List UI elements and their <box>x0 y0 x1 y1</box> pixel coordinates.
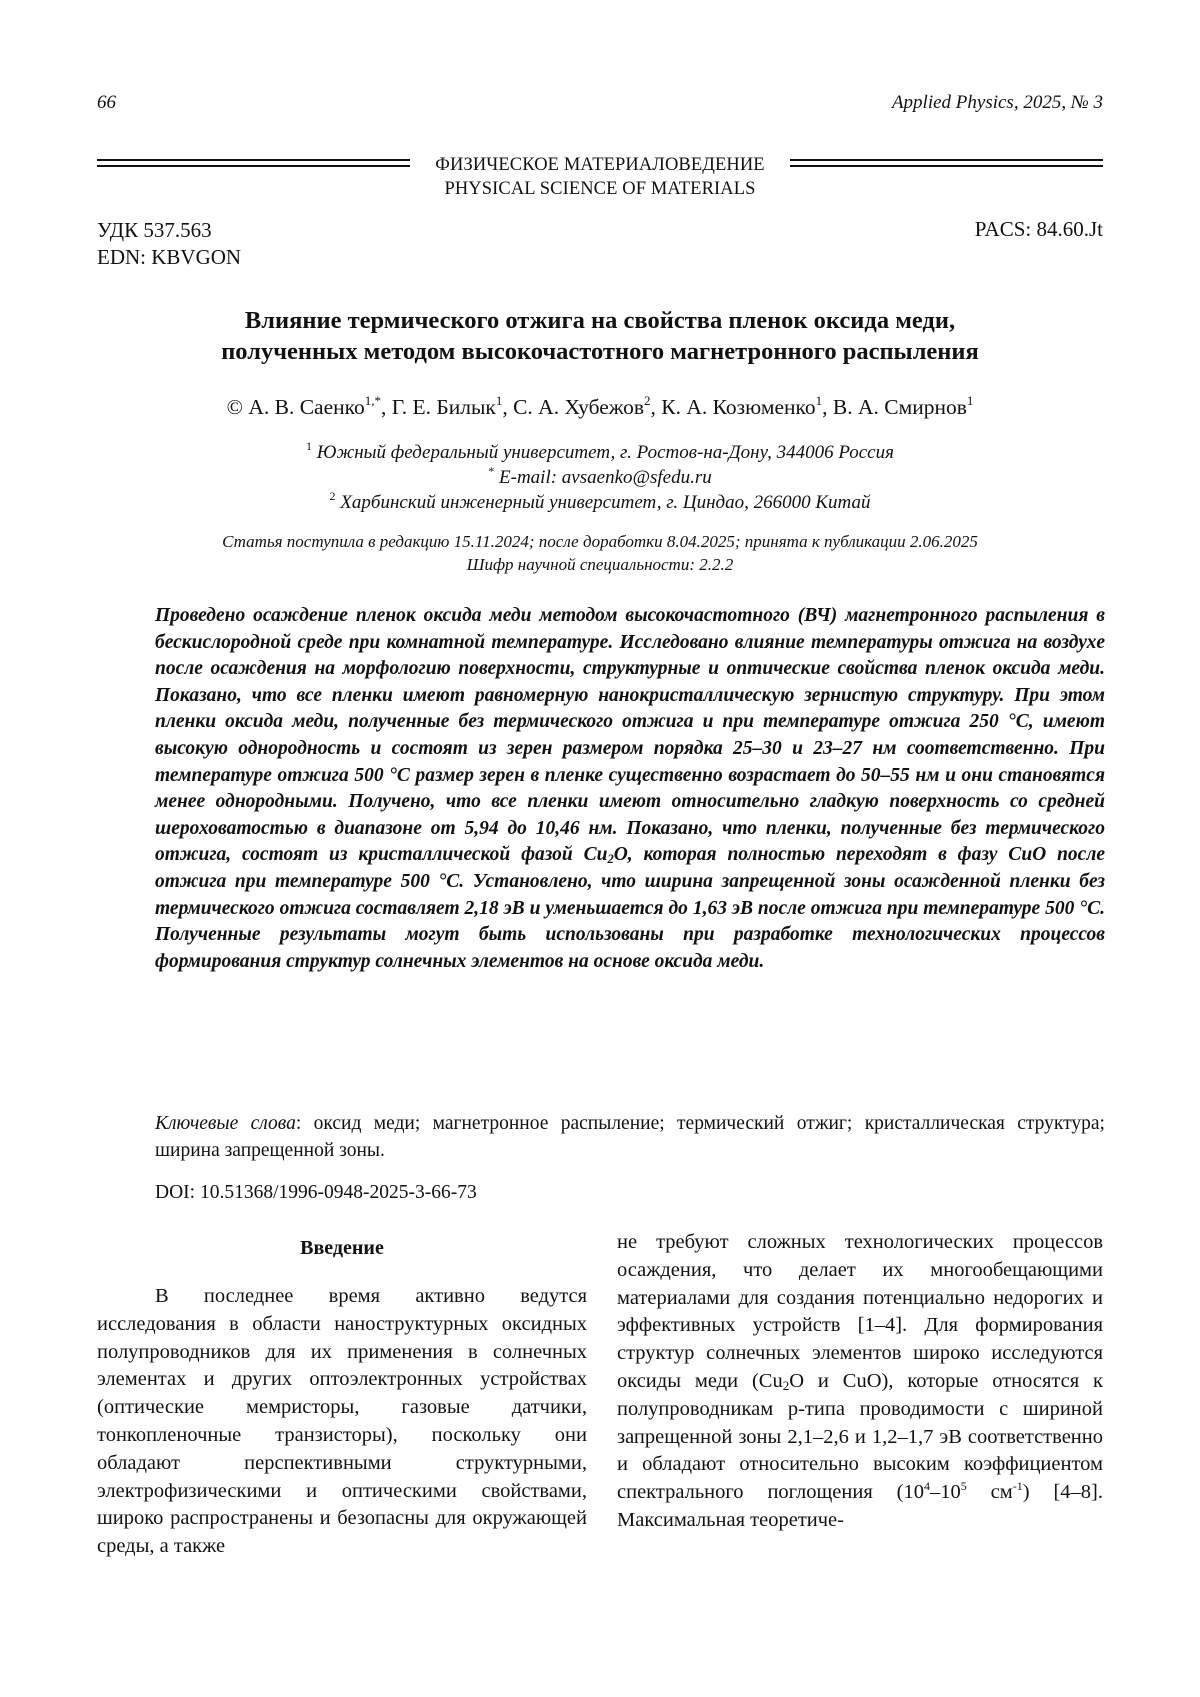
author-affiliation-mark: 1 <box>966 393 974 408</box>
superscript: 4 <box>924 1479 930 1494</box>
page-number: 66 <box>97 92 116 113</box>
pacs-code: PACS: 84.60.Jt <box>974 217 1103 241</box>
author-name: В. А. Смирнов <box>832 395 967 419</box>
udk-edn-block <box>97 217 241 271</box>
section-title-en: PHYSICAL SCIENCE OF MATERIALS <box>444 179 756 199</box>
keywords-text: : оксид меди; магнетронное распыление; термический отжиг; кристаллическая структура; ширина запрещенной зоны. <box>155 1113 1105 1161</box>
abstract <box>155 603 1105 975</box>
journal-name: Applied Physics, 2025, № 3 <box>891 92 1103 113</box>
author-name: А. В. Саенко <box>248 395 365 419</box>
affiliation-text: Южный федеральный университет, г. Ростов-на-Дону, 344006 Россия <box>316 442 894 463</box>
section-title <box>0 153 1200 201</box>
keywords <box>155 1110 1105 1164</box>
copyright-symbol: © <box>226 395 243 419</box>
received-info <box>100 530 1100 576</box>
author-name: С. А. Хубежов <box>513 395 644 419</box>
body-text: см <box>966 1481 1013 1504</box>
specialty-code: Шифр научной специальности: 2.2.2 <box>466 555 734 574</box>
superscript: -1 <box>1012 1479 1023 1494</box>
intro-heading: Введение <box>300 1237 384 1259</box>
affiliation-line <box>100 440 1100 465</box>
body-text: ) [4–8]. Максимальная теоретиче- <box>617 1481 1103 1531</box>
affiliation-mark: 1 <box>306 439 313 453</box>
abstract-subscript: 2 <box>607 852 614 867</box>
affiliation-mark: 2 <box>329 489 336 503</box>
article-title-line-2: полученных методом высокочастотного магнетронного распыления <box>221 338 979 365</box>
affiliations <box>100 440 1100 515</box>
body-text: не требуют сложных технологических процессов осаждения, что делает их многообещающими материалами для создания потенциально недорогих и эффективных устройств [1–4]. Для формирования структур солнечных элементов широко исследуются оксиды меди (Cu <box>617 1231 1103 1392</box>
edn-code: EDN: KBVGON <box>97 245 242 269</box>
article-title <box>100 305 1100 367</box>
affiliation-line <box>100 465 1100 490</box>
author-affiliation-mark: 1,* <box>364 393 381 408</box>
affiliation-text: Харбинский инженерный университет, г. Циндао, 266000 Китай <box>340 492 871 513</box>
keywords-label: Ключевые слова <box>155 1113 296 1134</box>
author-name: Г. Е. Билык <box>391 395 496 419</box>
author-affiliation-mark: 1 <box>815 393 823 408</box>
body-text: O и CuO), которые относятся к полупроводникам p-типа проводимости с шириной запрещенной зоны 2,1–2,6 и 1,2–1,7 эВ соответственно и обладают относительно высоким коэффициентом спектрального поглощения (10 <box>617 1369 1103 1504</box>
email-link[interactable]: E-mail: avsaenko@sfedu.ru <box>499 467 712 488</box>
received-dates: Статья поступила в редакцию 15.11.2024; после доработки 8.04.2025; принята к публикации 2.06.2025 <box>222 532 978 551</box>
article-title-line-1: Влияние термического отжига на свойства пленок оксида меди, <box>244 307 956 334</box>
body-text: –10 <box>930 1481 961 1504</box>
section-title-ru: ФИЗИЧЕСКОЕ МАТЕРИАЛОВЕДЕНИЕ <box>435 155 765 175</box>
intro-column-left: В последнее время активно ведутся исследования в области наноструктурных оксидных полупроводников для их применения в солнечных элементах и других оптоэлектронных устройствах (оптические мемристоры, газовые датчики, тонкопленочные транзисторы), поскольку они обладают перспективными структурными, электрофизическими и оптическими свойствами, широко распространены и безопасны для окружающей среды, а также <box>97 1285 587 1558</box>
abstract-text: Проведено осаждение пленок оксида меди методом высокочастотного (ВЧ) магнетронного распыления в бескислородной среде при комнатной температуре. Исследовано влияние температуры отжига на воздухе после осаждения на морфологию поверхности, структурные и оптические свойства пленок оксида меди. Показано, что все пленки имеют равномерную нанокристаллическую зернистую структуру. При этом пленки оксида меди, полученные без термического отжига и при температуре отжига 250 °С, имеют высокую однородность и состоят из зерен размером порядка 25–30 и 23–27 нм соответственно. При температуре отжига 500 °С размер зерен в пленке существенно возрастает до 50–55 нм и они становятся менее однородными. Получено, что все пленки имеют относительно гладкую поверхность со средней шероховатостью в диапазоне от 5,94 до 10,46 нм. Показано, что пленки, полученные без термического отжига, состоят из кристаллической фазой Cu <box>155 605 1105 866</box>
subscript: 2 <box>782 1377 790 1393</box>
doi-link[interactable]: DOI: 10.51368/1996-0948-2025-3-66-73 <box>155 1182 477 1203</box>
author-list: © А. В. Саенко$^{1,*}$, Г. Е. Билык$^1$, С. А. Хубежов$^2$, К. А. Козюменко$^1$, В. А. Смирнов$^1$ <box>226 393 974 419</box>
abstract-text: O, которая полностью переходят в фазу CuO после отжига при температуре 500 °С. Установлено, что ширина запрещенной зоны осажденной пленки без термического отжига составляет 2,18 эВ и уменьшается до 1,63 эВ после отжига при температуре 500 °С. Полученные результаты могут быть использованы при разработке технологических процессов формирования структур солнечных элементов на основе оксида меди. <box>155 844 1105 972</box>
author-affiliation-mark: 1 <box>495 393 503 408</box>
udk-code: УДК 537.563 <box>97 218 212 242</box>
affiliation-mark: * <box>488 464 495 478</box>
author-name: К. А. Козюменко <box>661 395 816 419</box>
intro-column-right <box>617 1229 1103 1535</box>
author-affiliation-mark: 2 <box>643 393 651 408</box>
affiliation-line <box>100 490 1100 515</box>
superscript: 5 <box>960 1479 967 1494</box>
